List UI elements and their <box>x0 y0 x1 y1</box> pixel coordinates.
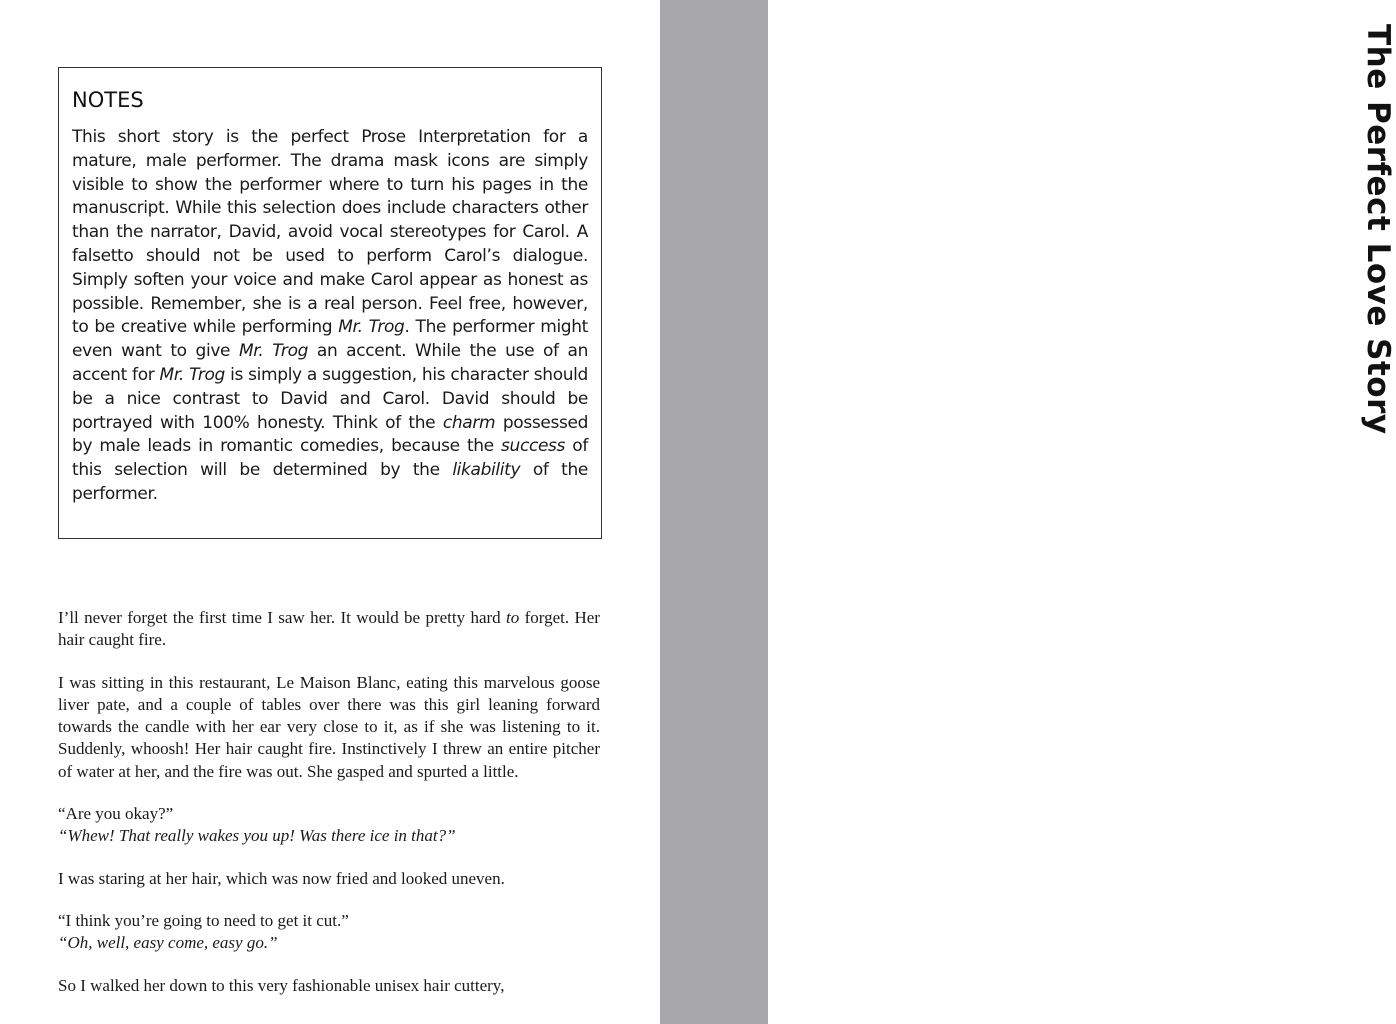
text-run: So I walked her down to this very fashionable unisex hair cuttery, <box>58 975 505 995</box>
story-paragraph <box>58 672 600 783</box>
story-paragraph <box>58 932 600 954</box>
text-run: of this selection will be determined by the <box>72 436 588 481</box>
text-run: “I think you’re going to need to get it cut.” <box>58 910 349 930</box>
story-paragraph <box>58 975 600 997</box>
story-paragraph <box>58 607 600 652</box>
italic-text: likability <box>452 460 521 481</box>
text-run: This short story is the perfect Prose Interpretation for a mature, male performer. The drama mask icons are simply visible to show the performer where to turn his pages in the manuscript. While this selection does include characters other than the narrator, David, avoid vocal stereotypes for Carol. A falsetto should not be used to perform Carol’s dialogue. Simply soften your voice and make Carol appear as honest as possible. Remember, she is a real person. Feel free, however, to be creative while performing <box>72 127 588 338</box>
italic-text: Mr. Trog <box>338 317 405 338</box>
story-text <box>58 607 600 1017</box>
text-run: is simply a suggestion, his character should be a nice contrast to David and Carol. David should be portrayed with 100% honesty. Think of the <box>72 364 588 433</box>
text-run: I was sitting in this restaurant, Le Maison Blanc, eating this marvelous goose liver pate, and a couple of tables over there was this girl leaning forward towards the candle with her ear very close to it, as if she was listening to it. Suddenly, whoosh! Her hair caught fire. Instinctively I threw an entire pitcher of water at her, and the fire was out. She gasped and spurted a little. <box>58 672 600 781</box>
italic-text: “Whew! That really wakes you up! Was there ice in that?” <box>58 826 456 846</box>
italic-text: success <box>501 436 566 457</box>
notes-box <box>58 67 602 539</box>
italic-text: Mr. Trog <box>159 364 225 385</box>
story-paragraph <box>58 803 600 825</box>
story-paragraph <box>58 825 600 847</box>
notes-heading: NOTES <box>72 88 144 112</box>
text-run: “Are you okay?” <box>58 804 174 824</box>
story-paragraph <box>58 868 600 890</box>
text-run: I’ll never forget the first time I saw her. It would be pretty hard <box>58 608 507 627</box>
text-run: possessed by male leads in romantic comedies, because the <box>72 412 589 457</box>
sidebar <box>660 0 1396 1024</box>
italic-text: to <box>506 608 520 627</box>
text-run: . The performer might even want to give <box>72 317 588 362</box>
text-run: forget. Her hair caught fire. <box>58 608 600 650</box>
text-run: I was staring at her hair, which was now fried and looked uneven. <box>58 868 505 888</box>
italic-text: “Oh, well, easy come, easy go.” <box>58 933 278 953</box>
text-run: an accent. While the use of an accent for <box>72 341 588 385</box>
text-run: of the performer. <box>72 460 588 504</box>
author-byline: By Michael McClain <box>1341 26 1362 200</box>
notes-body <box>72 126 588 507</box>
italic-text: Mr. Trog <box>238 341 309 362</box>
italic-text: charm <box>442 412 496 433</box>
story-paragraph <box>58 910 600 932</box>
story-title: The Perfect Love Story <box>1360 24 1396 435</box>
